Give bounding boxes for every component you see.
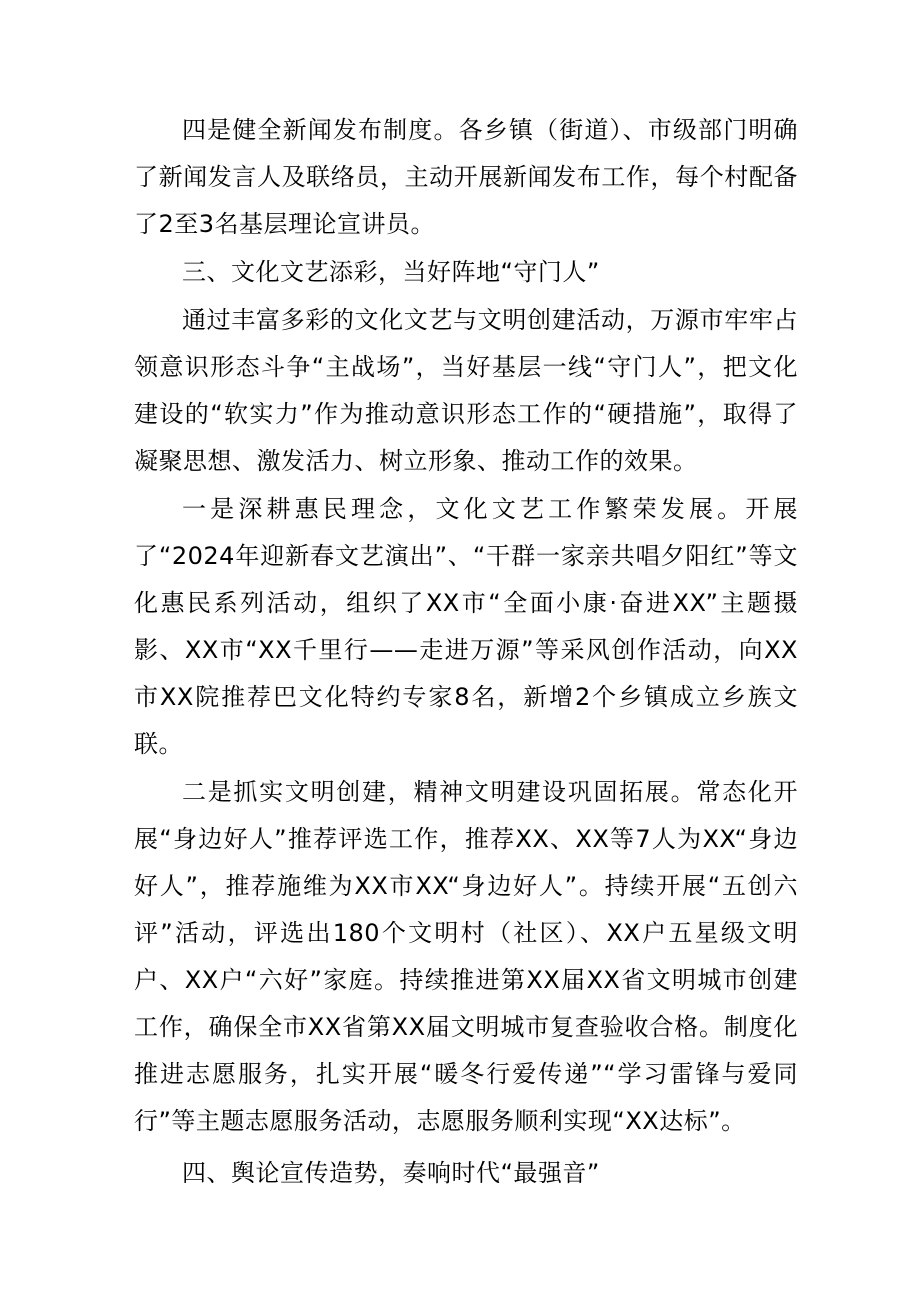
section-heading-publicity: 四、舆论宣传造势，奏响时代“最强音” (182, 1159, 600, 1187)
section-heading-culture: 三、文化文艺添彩，当好阵地“守门人” (182, 258, 600, 286)
paragraph-news-release: 四是健全新闻发布制度。各乡镇（街道）、市级部门明确了新闻发言人及联络员，主动开展新闻发布工作，每个村配备了2至3名基层理论宣讲员。 (134, 116, 798, 238)
document-body (134, 107, 798, 1197)
paragraph-civilization-building: 二是抓实文明创建，精神文明建设巩固拓展。常态化开展“身边好人”推荐评选工作，推荐XX、XX等7人为XX“身边好人”，推荐施维为XX市XX“身边好人”。持续开展“五创六评”活动，评选出180个文明村（社区）、XX户五星级文明户、XX户“六好”家庭。持续推进第XX届XX省文明城市创建工作，确保全市XX省第XX届文明城市复查验收合格。制度化推进志愿服务，扎实开展“暖冬行爱传递”“学习雷锋与爱同行”等主题志愿服务活动，志愿服务顺利实现“XX达标”。 (134, 778, 798, 1135)
paragraph-cultural-activities: 一是深耕惠民理念，文化文艺工作繁荣发展。开展了“2024年迎新春文艺演出”、“干群一家亲共唱夕阳红”等文化惠民系列活动，组织了XX市“全面小康·奋进XX”主题摄影、XX市“XX千里行——走进万源”等采风创作活动，向XX市XX院推荐巴文化特约专家8名，新增2个乡镇成立乡族文联。 (134, 495, 798, 758)
paragraph-culture-intro: 通过丰富多彩的文化文艺与文明创建活动，万源市牢牢占领意识形态斗争“主战场”，当好基层一线“守门人”，把文化建设的“软实力”作为推动意识形态工作的“硬措施”，取得了凝聚思想、激发活力、树立形象、推动工作的效果。 (134, 306, 798, 475)
